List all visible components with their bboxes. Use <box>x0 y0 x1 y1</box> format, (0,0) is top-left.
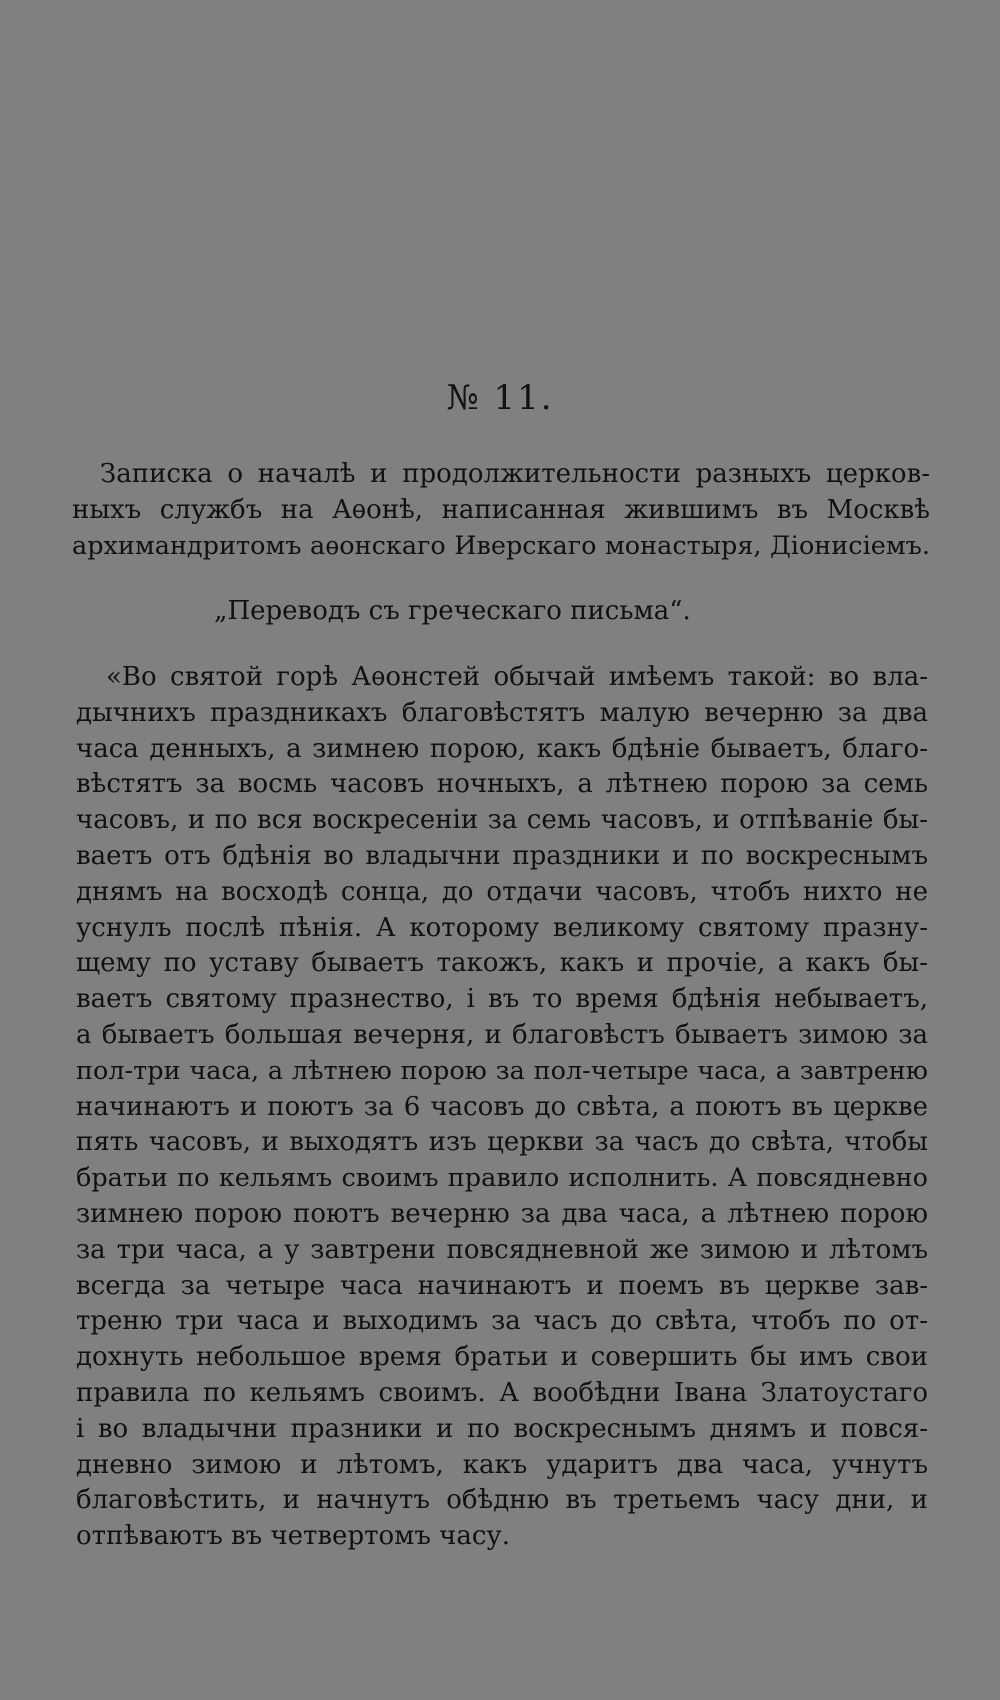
title-line: ныхъ службъ на Аѳонѣ, написанная жившимъ въ Москвѣ <box>72 495 930 525</box>
body-text <box>76 660 928 1555</box>
body-line: благовѣстить, и начнутъ обѣдню въ третьемъ часу дни, и <box>76 1485 928 1516</box>
body-line: дневно зимою и лѣтомъ, какъ ударитъ два часа, учнутъ <box>76 1449 928 1480</box>
body-line: зимнею порою поютъ вечерню за два часа, а лѣтнею порою <box>76 1198 928 1229</box>
body-line: а бываетъ большая вечерня, и благовѣстъ бываетъ зимою за <box>76 1019 928 1050</box>
body-line: пять часовъ, и выходятъ изъ церкви за часъ до свѣта, чтобы <box>76 1127 928 1158</box>
body-line: пол-три часа, а лѣтнею порою за пол-четыре часа, а завтреню <box>76 1055 928 1086</box>
body-line: вѣстятъ за восмь часовъ ночныхъ, а лѣтнею порою за семь <box>76 769 928 800</box>
body-line: дохнуть небольшое время братьи и совершить бы имъ свои <box>76 1342 928 1373</box>
body-line: ваетъ святому празнество, і въ то время бдѣнія небываетъ, <box>76 984 928 1015</box>
body-line: за три часа, а у завтрени повсядневной же зимою и лѣтомъ <box>76 1234 928 1265</box>
body-line: щему по уставу бываетъ такожъ, какъ и прочіе, а какъ бы- <box>76 948 928 979</box>
body-line: «Во святой горѣ Аѳонстей обычай имѣемъ такой: во вла- <box>106 662 928 692</box>
title-line: архимандритомъ аѳонскаго Иверскаго монастыря, Діонисіемъ. <box>72 531 930 561</box>
body-line: уснулъ послѣ пѣнія. А которому великому святому празну- <box>76 912 928 943</box>
body-line: часа денныхъ, а зимнею порою, какъ бдѣніе бываетъ, благо- <box>76 733 928 764</box>
title-line: Записка о началѣ и продолжительности разныхъ церков- <box>100 459 930 489</box>
document-title <box>72 456 930 564</box>
body-line: дычнихъ праздникахъ благовѣстятъ малую вечерню за два <box>76 697 928 728</box>
body-line: правила по кельямъ своимъ. А вообѣдни Івана Златоустаго <box>76 1377 928 1408</box>
body-line: ваетъ отъ бдѣнія во владычни праздники и по воскреснымъ <box>76 840 928 871</box>
document-number-heading: № 11. <box>446 378 554 418</box>
body-line: братьи по кельямъ своимъ правило исполнить. А повсядневно <box>76 1163 928 1194</box>
body-line: отпѣваютъ въ четвертомъ часу. <box>76 1521 510 1552</box>
body-line: треню три часа и выходимъ за часъ до свѣта, чтобъ по от- <box>76 1306 928 1337</box>
document-subtitle: „Переводъ съ греческаго письма“. <box>214 596 691 626</box>
body-line: і во владычни празники и по воскреснымъ днямъ и повся- <box>76 1413 928 1444</box>
body-line: часовъ, и по вся воскресеніи за семь часовъ, и отпѣваніе бы- <box>76 805 928 836</box>
body-line: днямъ на восходѣ сонца, до отдачи часовъ, чтобъ нихто не <box>76 876 928 907</box>
body-line: начинаютъ и поютъ за 6 часовъ до свѣта, а поютъ въ церкве <box>76 1091 928 1122</box>
body-line: всегда за четыре часа начинаютъ и поемъ въ церкве зав- <box>76 1270 928 1301</box>
